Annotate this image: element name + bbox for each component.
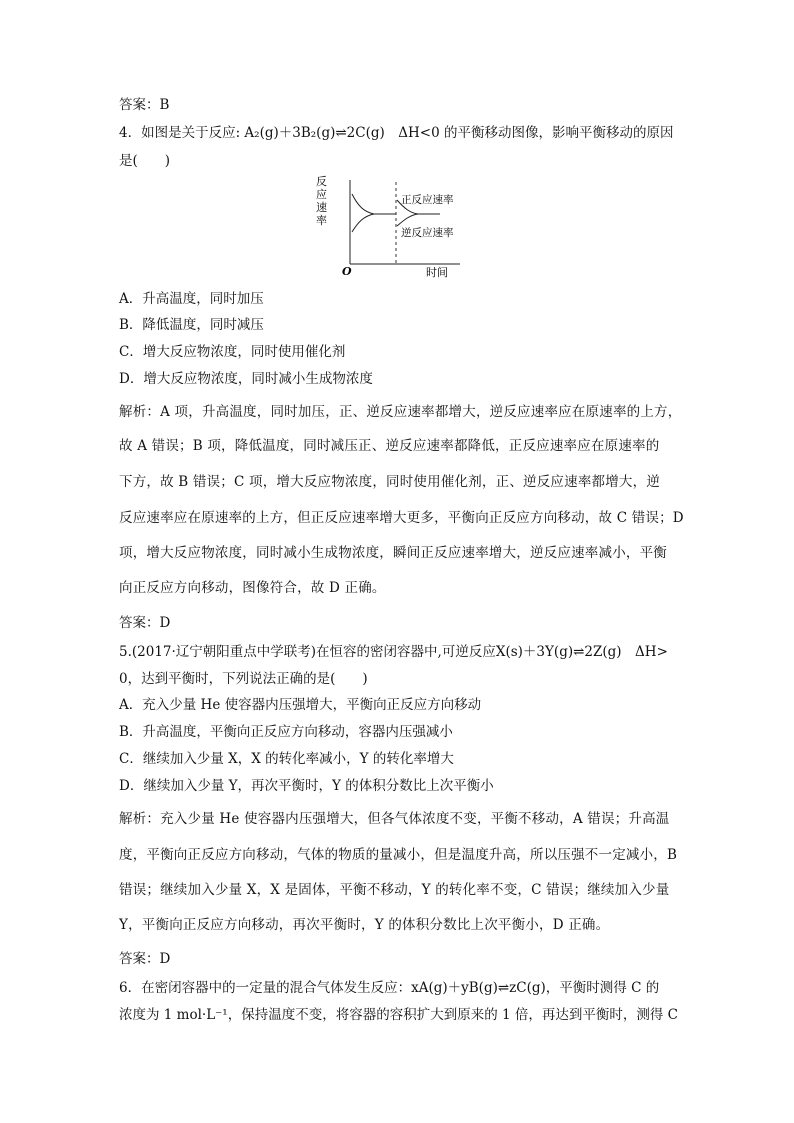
q4-stem-line1: 4．如图是关于反应: A₂(g)＋3B₂(g)⇌2C(g) ΔH<0 的平衡移动图像，影响平衡移动的原因 — [119, 125, 674, 141]
q4-option-d: D．增大反应物浓度，同时减小生成物浓度 — [119, 371, 373, 387]
x-axis-label: 时间 — [426, 266, 448, 279]
q4-analysis-line: 下方，故 B 错误；C 项，增大反应物浓度，同时使用催化剂，正、逆反应速率都增大，逆 — [119, 474, 661, 490]
q4-analysis-line: 解析：A 项，升高温度，同时加压，正、逆反应速率都增大，逆反应速率应在原速率的上方， — [119, 404, 682, 420]
q5-option-a: A．充入少量 He 使容器内压强增大，平衡向正反应方向移动 — [119, 697, 482, 713]
q4-analysis-line: 故 A 错误；B 项，降低温度，同时减压正、逆反应速率都降低，正反应速率应在原速率的 — [119, 438, 660, 454]
q5-option-b: B．升高温度，平衡向正反应方向移动，容器内压强减小 — [119, 724, 453, 740]
q5-stem-line1: 5.(2017·辽宁朝阳重点中学联考)在恒容的密闭容器中,可逆反应X(s)＋3Y(g)⇌2Z(g) ΔH> — [119, 644, 668, 660]
q4-analysis-line: 向正反应方向移动，图像符合，故 D 正确。 — [119, 580, 386, 596]
origin-label: O — [342, 265, 352, 278]
q4-option-b: B．降低温度，同时减压 — [119, 317, 264, 333]
q5-analysis-line: 错误；继续加入少量 X，X 是固体，平衡不移动，Y 的转化率不变，C 错误；继续加入少量 — [119, 882, 670, 898]
original-reverse-rate-curve — [352, 214, 374, 232]
y-axis-label-char: 反 — [316, 175, 327, 188]
q6-stem-line: 浓度为 1 mol·L⁻¹，保持温度不变，将容器的容积扩大到原来的 1 倍，再达到平衡时，测得 C — [119, 1007, 679, 1023]
q5-analysis-line: Y，平衡向正反应方向移动，再次平衡时，Y 的体积分数比上次平衡小，D 正确。 — [119, 917, 610, 933]
q4-rate-time-figure — [300, 172, 500, 280]
q4-analysis-line: 项，增大反应物浓度，同时减小生成物浓度，瞬间正反应速率增大，逆反应速率减小，平衡 — [119, 545, 667, 561]
q5-answer: 答案：D — [119, 951, 171, 967]
q5-stem-line2: 0，达到平衡时，下列说法正确的是( ) — [119, 671, 368, 687]
y-axis-label-char: 率 — [316, 214, 327, 227]
q5-analysis-line: 解析：充入少量 He 使容器内压强增大，但各气体浓度不变，平衡不移动，A 错误；升高温 — [119, 811, 670, 827]
q4-analysis-line: 反应速率应在原速率的上方，但正反应速率增大更多，平衡向正反应方向移动，故 C 错误；D — [119, 510, 684, 526]
q4-stem-line2: 是( ) — [119, 153, 171, 169]
q5-option-c: C．继续加入少量 X，X 的转化率减小，Y 的转化率增大 — [119, 751, 454, 767]
q6-stem-line: 6．在密闭容器中的一定量的混合气体发生反应：xA(g)＋yB(g)⇌zC(g)，平衡时测得 C 的 — [119, 980, 660, 996]
reverse-rate-label: 逆反应速率 — [401, 227, 454, 239]
q4-answer: 答案：D — [119, 615, 171, 631]
q4-option-c: C．增大反应物浓度，同时使用催化剂 — [119, 344, 346, 360]
y-axis-label-char: 应 — [316, 188, 327, 201]
y-axis-label-char: 速 — [316, 201, 327, 214]
forward-rate-label: 正反应速率 — [401, 194, 454, 206]
q3-answer: 答案：B — [119, 97, 170, 113]
q4-option-a: A．升高温度，同时加压 — [119, 291, 264, 307]
q5-analysis-line: 度，平衡向正反应方向移动，气体的物质的量减小，但是温度升高，所以压强不一定减小，B — [119, 847, 678, 863]
new-reverse-rate-curve — [397, 214, 418, 226]
original-forward-rate-curve — [352, 194, 396, 214]
q5-option-d: D．继续加入少量 Y，再次平衡时，Y 的体积分数比上次平衡小 — [119, 778, 494, 794]
